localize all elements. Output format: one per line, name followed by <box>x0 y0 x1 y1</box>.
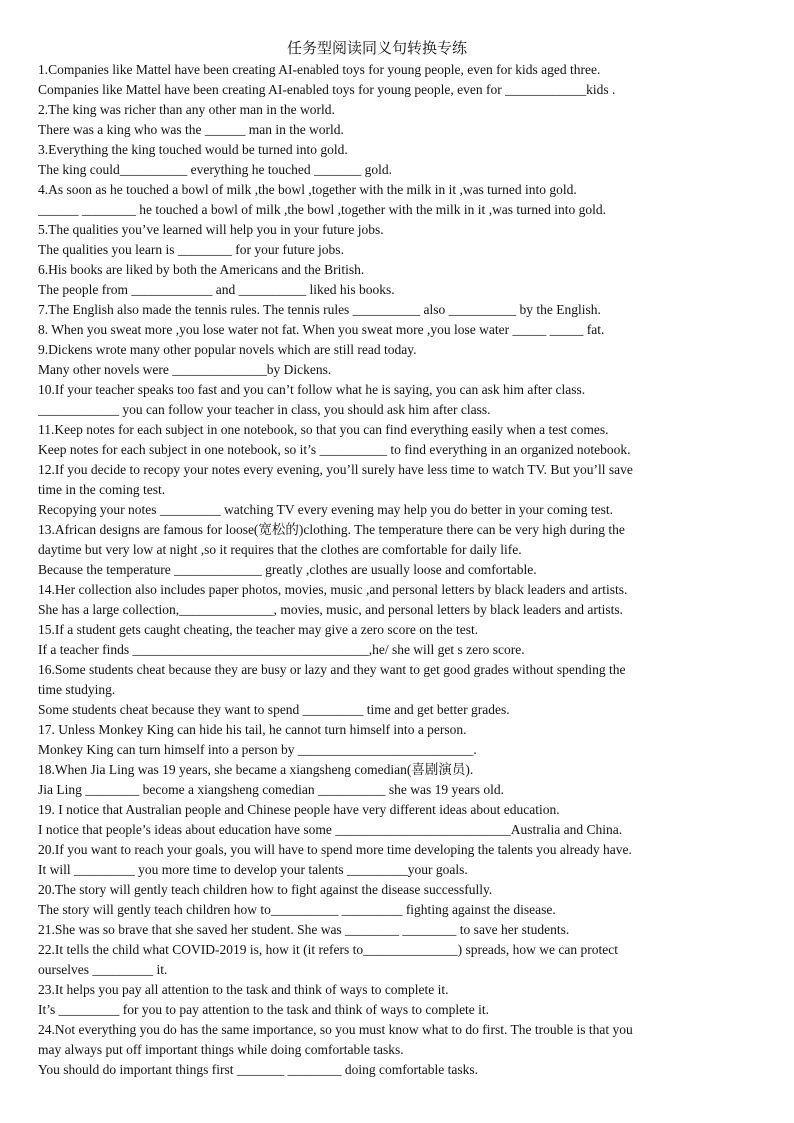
exercise-line: ____________ you can follow your teacher in class, you should ask him after class. <box>38 402 491 417</box>
exercise-line: The king could__________ everything he touched _______ gold. <box>38 162 392 177</box>
exercise-line: 10.If your teacher speaks too fast and you can’t follow what he is saying, you can ask him after class. <box>38 382 586 397</box>
exercise-line: 6.His books are liked by both the Americans and the British. <box>38 262 365 277</box>
exercise-line: 11.Keep notes for each subject in one notebook, so that you can find everything easily when a test comes. <box>38 422 609 437</box>
exercise-line: 12.If you decide to recopy your notes every evening, you’ll surely have less time to watch TV. But you’ll save <box>38 462 633 477</box>
exercise-line: Because the temperature _____________ greatly ,clothes are usually loose and comfortable. <box>38 562 537 577</box>
exercise-line: Keep notes for each subject in one notebook, so it’s __________ to find everything in an organized notebook. <box>38 442 631 457</box>
exercise-line: 13.African designs are famous for loose(宽松的)clothing. The temperature there can be very high during the <box>38 522 625 537</box>
exercise-line: 22.It tells the child what COVID-2019 is, how it (it refers to______________) spreads, how we can protect <box>38 942 619 957</box>
exercise-line: The people from ____________ and __________ liked his books. <box>38 282 395 297</box>
exercise-line: She has a large collection,______________, movies, music, and personal letters by black leaders and artists. <box>38 602 623 617</box>
worksheet-page <box>38 36 756 1080</box>
exercise-line: Recopying your notes _________ watching TV every evening may help you do better in your coming test. <box>38 502 614 517</box>
exercise-line: It will _________ you more time to develop your talents _________your goals. <box>38 862 468 877</box>
exercise-line: It’s _________ for you to pay attention to the task and think of ways to complete it. <box>38 1002 490 1017</box>
exercise-line: ______ ________ he touched a bowl of milk ,the bowl ,together with the milk in it ,was turned into gold. <box>38 202 607 217</box>
exercise-line: 7.The English also made the tennis rules. The tennis rules __________ also __________ by the English. <box>38 302 601 317</box>
exercise-line: If a teacher finds ___________________________________,he/ she will get s zero score. <box>38 642 525 657</box>
exercise-line: 14.Her collection also includes paper photos, movies, music ,and personal letters by black leaders and artists. <box>38 582 628 597</box>
exercise-line: daytime but very low at night ,so it requires that the clothes are comfortable for daily life. <box>38 542 522 557</box>
exercise-line: 24.Not everything you do has the same importance, so you must know what to do first. The trouble is that you <box>38 1022 633 1037</box>
exercise-line: 17. Unless Monkey King can hide his tail, he cannot turn himself into a person. <box>38 722 467 737</box>
exercise-line: 2.The king was richer than any other man in the world. <box>38 102 335 117</box>
exercise-line: Companies like Mattel have been creating AI-enabled toys for young people, even for ____________kids . <box>38 82 616 97</box>
exercise-line: 19. I notice that Australian people and Chinese people have very different ideas about education. <box>38 802 560 817</box>
exercise-line: The qualities you learn is ________ for your future jobs. <box>38 242 344 257</box>
page-title: 任务型阅读同义句转换专练 <box>286 39 467 57</box>
exercise-line: time in the coming test. <box>38 482 166 497</box>
exercise-line: 23.It helps you pay all attention to the task and think of ways to complete it. <box>38 982 449 997</box>
exercise-line: 15.If a student gets caught cheating, the teacher may give a zero score on the test. <box>38 622 479 637</box>
exercise-line: The story will gently teach children how to__________ _________ fighting against the disease. <box>38 902 556 917</box>
exercise-line: You should do important things first _______ ________ doing comfortable tasks. <box>38 1062 478 1077</box>
exercise-lines <box>38 60 756 1080</box>
exercise-line: Some students cheat because they want to spend _________ time and get better grades. <box>38 702 510 717</box>
exercise-line: 9.Dickens wrote many other popular novels which are still read today. <box>38 342 417 357</box>
exercise-line: 8. When you sweat more ,you lose water not fat. When you sweat more ,you lose water _____ _____ fat. <box>38 322 605 337</box>
exercise-line: 4.As soon as he touched a bowl of milk ,the bowl ,together with the milk in it ,was turned into gold. <box>38 182 577 197</box>
exercise-line: Monkey King can turn himself into a person by __________________________. <box>38 742 477 757</box>
exercise-line: 21.She was so brave that she saved her student. She was ________ ________ to save her students. <box>38 922 570 937</box>
exercise-line: Many other novels were ______________by Dickens. <box>38 362 332 377</box>
exercise-line: There was a king who was the ______ man in the world. <box>38 122 344 137</box>
exercise-line: 18.When Jia Ling was 19 years, she became a xiangsheng comedian(喜剧演员). <box>38 762 474 777</box>
exercise-line: 3.Everything the king touched would be turned into gold. <box>38 142 348 157</box>
exercise-line: 5.The qualities you’ve learned will help you in your future jobs. <box>38 222 384 237</box>
exercise-line: 16.Some students cheat because they are busy or lazy and they want to get good grades without spending the <box>38 662 626 677</box>
exercise-line: 20.The story will gently teach children how to fight against the disease successfully. <box>38 882 493 897</box>
exercise-line: ourselves _________ it. <box>38 962 168 977</box>
exercise-line: may always put off important things while doing comfortable tasks. <box>38 1042 404 1057</box>
exercise-line: 1.Companies like Mattel have been creating AI-enabled toys for young people, even for kids aged three. <box>38 62 601 77</box>
exercise-line: time studying. <box>38 682 116 697</box>
exercise-line: Jia Ling ________ become a xiangsheng comedian __________ she was 19 years old. <box>38 782 505 797</box>
exercise-line: I notice that people’s ideas about education have some __________________________Australia and China. <box>38 822 623 837</box>
exercise-line: 20.If you want to reach your goals, you will have to spend more time developing the talents you already have. <box>38 842 632 857</box>
